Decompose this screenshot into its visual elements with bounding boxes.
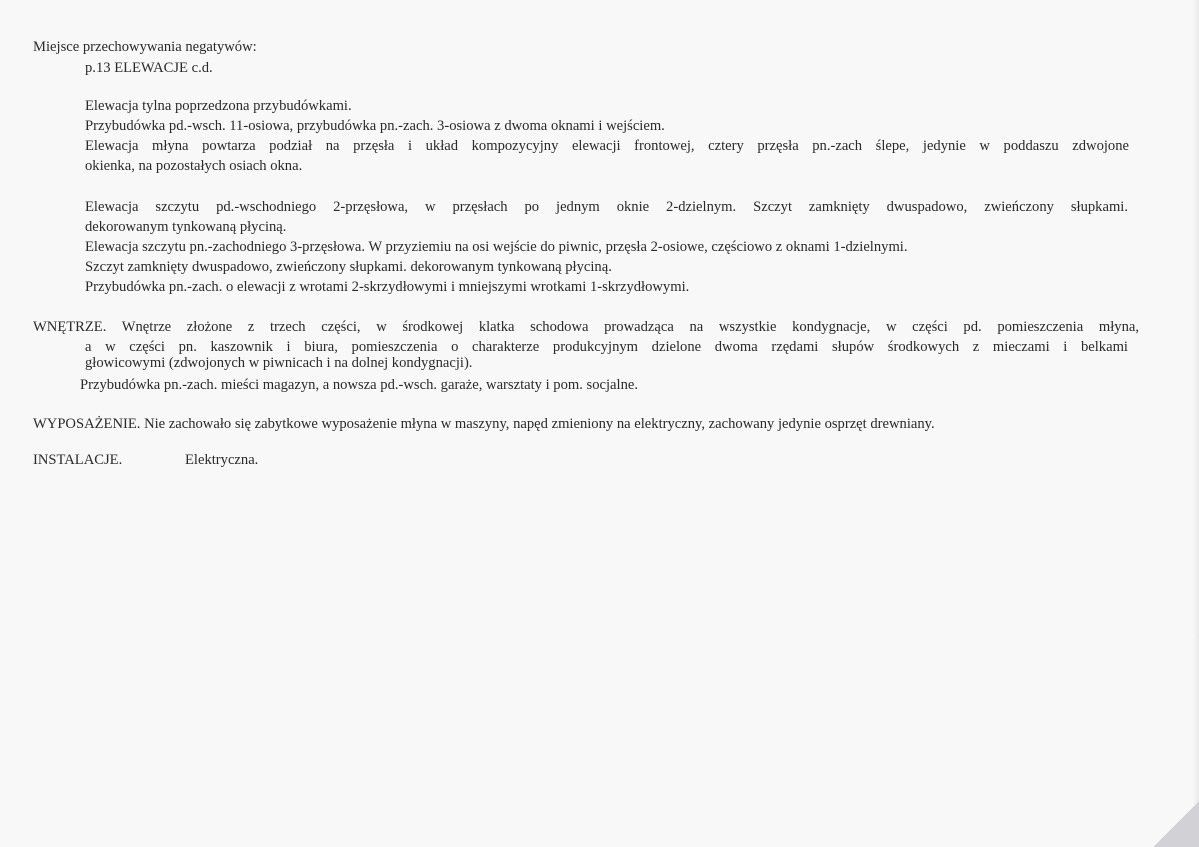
text-line: Elewacja szczytu pd.-wschodniego 2-przęsłowa, w przęsłach po jednym oknie 2-dzielnym. Szczyt zamknięty dwuspadowo, zwieńczony słupkami. (85, 199, 1128, 215)
text-line: okienka, na pozostałych osiach okna. (85, 158, 303, 174)
interior-section-line: głowicowymi (zdwojonych w piwnicach i na dolnej kondygnacji). (85, 355, 473, 371)
interior-section-line: Przybudówka pn.-zach. mieści magazyn, a nowsza pd.-wsch. garaże, warsztaty i pom. socjalne. (80, 377, 639, 393)
storage-location-label: Miejsce przechowywania negatywów: (33, 39, 257, 55)
text-line: Elewacja młyna powtarza podział na przęsła i układ kompozycyjny elewacji frontowej, cztery przęsła pn.-zach ślepe, jedynie w poddaszu zdwojone (85, 138, 1129, 154)
interior-section-line: a w części pn. kaszownik i biura, pomieszczenia o charakterze produkcyjnym dzielone dwoma rzędami słupów środkowych z mieczami i belkami (85, 339, 1128, 355)
equipment-section-line: WYPOSAŻENIE. Nie zachowało się zabytkowe wyposażenie młyna w maszyny, napęd zmieniony na elektryczny, zachowany jedynie osprzęt drewniany. (33, 416, 935, 432)
text-line: dekorowanym tynkowaną płyciną. (85, 219, 287, 235)
section-heading: p.13 ELEWACJE c.d. (85, 60, 213, 76)
installations-value: Elektryczna. (185, 452, 259, 468)
text-line: Przybudówka pn.-zach. o elewacji z wrotami 2-skrzydłowymi i mniejszymi wrotkami 1-skrzydłowymi. (85, 279, 690, 295)
interior-section-line: WNĘTRZE. Wnętrze złożone z trzech części, w środkowej klatka schodowa prowadząca na wszystkie kondygnacje, w części pd. pomieszczenia młyna, (33, 319, 1139, 335)
page-corner-fold (1153, 801, 1199, 847)
text-line: Elewacja szczytu pn.-zachodniego 3-przęsłowa. W przyziemiu na osi wejście do piwnic, przęsła 2-osiowe, częściowo z oknami 1-dzielnymi. (85, 239, 908, 255)
page-edge-shadow (1193, 0, 1199, 847)
text-line: Elewacja tylna poprzedzona przybudówkami. (85, 98, 352, 114)
text-line: Przybudówka pd.-wsch. 11-osiowa, przybudówka pn.-zach. 3-osiowa z dwoma oknami i wejściem. (85, 118, 665, 134)
installations-label: INSTALACJE. (33, 452, 123, 468)
text-line: Szczyt zamknięty dwuspadowo, zwieńczony słupkami. dekorowanym tynkowaną płyciną. (85, 259, 612, 275)
